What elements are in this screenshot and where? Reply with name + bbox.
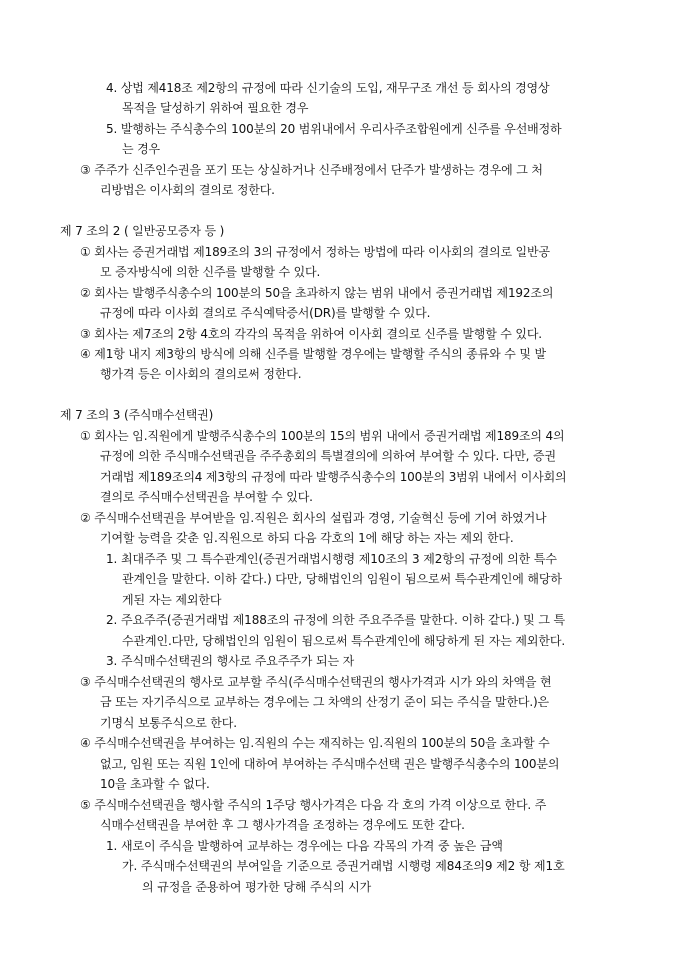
article-7-3-para-5: ⑤ 주식매수선택권을 행사할 주식의 1주당 행사가격은 다음 각 호의 가격 이상으로 한다. 주 <box>80 798 547 812</box>
article-7-3-para-1-cont-3: 결의로 주식매수선택권을 부여할 수 있다. <box>100 490 313 504</box>
article-7-3-item-1-cont-1: 관계인을 말한다. 이하 같다.) 다만, 당해법인의 임원이 됨으로써 특수관계인에 해당하 <box>122 572 562 586</box>
article-7-2-para-1-cont: 모 증자방식에 의한 신주를 발행할 수 있다. <box>100 265 321 279</box>
article-7-3-para-1-cont-2: 거래법 제189조의4 제3항의 규정에 따라 발행주식총수의 100분의 3범위 내에서 이사회의 <box>100 470 567 484</box>
item-4: 4. 상법 제418조 제2항의 규정에 따라 신기술의 도입, 재무구조 개선 등 회사의 경영상 <box>106 81 550 95</box>
article-7-3-para-4: ④ 주식매수선택권을 부여하는 임.직원의 수는 재직하는 임.직원의 100분의 50을 초과할 수 <box>80 736 550 750</box>
para-3-cont: 리방법은 이사회의 결의로 정한다. <box>100 183 275 197</box>
article-7-3-para-4-cont-1: 없고, 임원 또는 직원 1인에 대하여 부여하는 주식매수선택 권은 발행주식총수의 100분의 <box>100 757 560 771</box>
article-7-3-item-1-cont-2: 게된 자는 제외한다 <box>122 593 222 607</box>
article-7-3-para-2: ② 주식매수선택권을 부여받을 임.직원은 회사의 설립과 경영, 기술혁신 등에 기여 하였거나 <box>80 511 547 525</box>
item-4-cont: 목적을 달성하기 위하여 필요한 경우 <box>122 101 309 115</box>
article-7-2-para-4: ④ 제1항 내지 제3항의 방식에 의해 신주를 발행할 경우에는 발행할 주식의 종류와 수 및 발 <box>80 347 546 361</box>
article-7-2-para-3: ③ 회사는 제7조의 2항 4호의 각각의 목적을 위하여 이사회 결의로 신주를 발행할 수 있다. <box>80 327 542 341</box>
para-3: ③ 주주가 신주인수권을 포기 또는 상실하거나 신주배정에서 단주가 발생하는 경우에 그 처 <box>80 163 543 177</box>
article-7-3-para-2-cont: 기여할 능력을 갖춘 임.직원으로 하되 다음 각호의 1에 해당 하는 자는 제외 한다. <box>100 531 514 545</box>
article-7-3-item-2: 2. 주요주주(증권거래법 제188조의 규정에 의한 주요주주를 말한다. 이하 같다.) 및 그 특 <box>106 613 566 627</box>
article-7-3-para-5-cont: 식매수선택권을 부여한 후 그 행사가격을 조정하는 경우에도 또한 같다. <box>100 818 465 832</box>
article-7-2-title: 제 7 조의 2 ( 일반공모증자 등 ) <box>60 224 225 238</box>
item-5-cont: 는 경우 <box>122 142 160 156</box>
article-7-2-para-4-cont: 행가격 등은 이사회의 결의로써 정한다. <box>100 367 302 381</box>
article-7-3-para-1: ① 회사는 임.직원에게 발행주식총수의 100분의 15의 범위 내에서 증권거래법 제189조의 4의 <box>80 429 565 443</box>
article-7-3-title: 제 7 조의 3 (주식매수선택권) <box>60 408 214 422</box>
article-7-2-para-1: ① 회사는 증권거래법 제189조의 3의 규정에서 정하는 방법에 따라 이사회의 결의로 일반공 <box>80 245 550 259</box>
article-7-3-item-1b: 1. 새로이 주식을 발행하여 교부하는 경우에는 다음 각목의 가격 중 높은 금액 <box>106 839 503 853</box>
article-7-3-subitem-ga: 가. 주식매수선택권의 부여일을 기준으로 증권거래법 시행령 제84조의9 제2 항 제1호 <box>122 859 565 873</box>
article-7-3-para-3-cont-2: 기명식 보통주식으로 한다. <box>100 716 237 730</box>
article-7-3-para-3-cont-1: 금 또는 자기주식으로 교부하는 경우에는 그 차액의 산정기 준이 되는 주식을 말한다.)은 <box>100 695 549 709</box>
article-7-3-para-4-cont-2: 10을 초과할 수 없다. <box>100 777 210 791</box>
article-7-3-subitem-ga-cont: 의 규정을 준용하여 평가한 당해 주식의 시가 <box>142 880 372 894</box>
article-7-3-para-1-cont-1: 규정에 의한 주식매수선택권을 주주총회의 특별결의에 의하여 부여할 수 있다. 다만, 증권 <box>100 449 556 463</box>
article-7-3-item-2-cont: 수관계인.다만, 당해법인의 임원이 됨으로써 특수관계인에 해당하게 된 자는 제외한다. <box>122 634 566 648</box>
item-5: 5. 발행하는 주식총수의 100분의 20 범위내에서 우리사주조합원에게 신주를 우선배정하 <box>106 122 562 136</box>
article-7-3-para-3: ③ 주식매수선택권의 행사로 교부할 주식(주식매수선택권의 행사가격과 시가 와의 차액을 현 <box>80 675 552 689</box>
article-7-2-para-2: ② 회사는 발행주식총수의 100분의 50을 초과하지 않는 범위 내에서 증권거래법 제192조의 <box>80 286 554 300</box>
article-7-3-item-3: 3. 주식매수선택권의 행사로 주요주주가 되는 자 <box>106 654 355 668</box>
article-7-3-item-1: 1. 최대주주 및 그 특수관계인(증권거래법시행령 제10조의 3 제2항의 규정에 의한 특수 <box>106 552 557 566</box>
article-7-2-para-2-cont: 규정에 따라 이사회 결의로 주식예탁증서(DR)를 발행할 수 있다. <box>100 306 431 320</box>
